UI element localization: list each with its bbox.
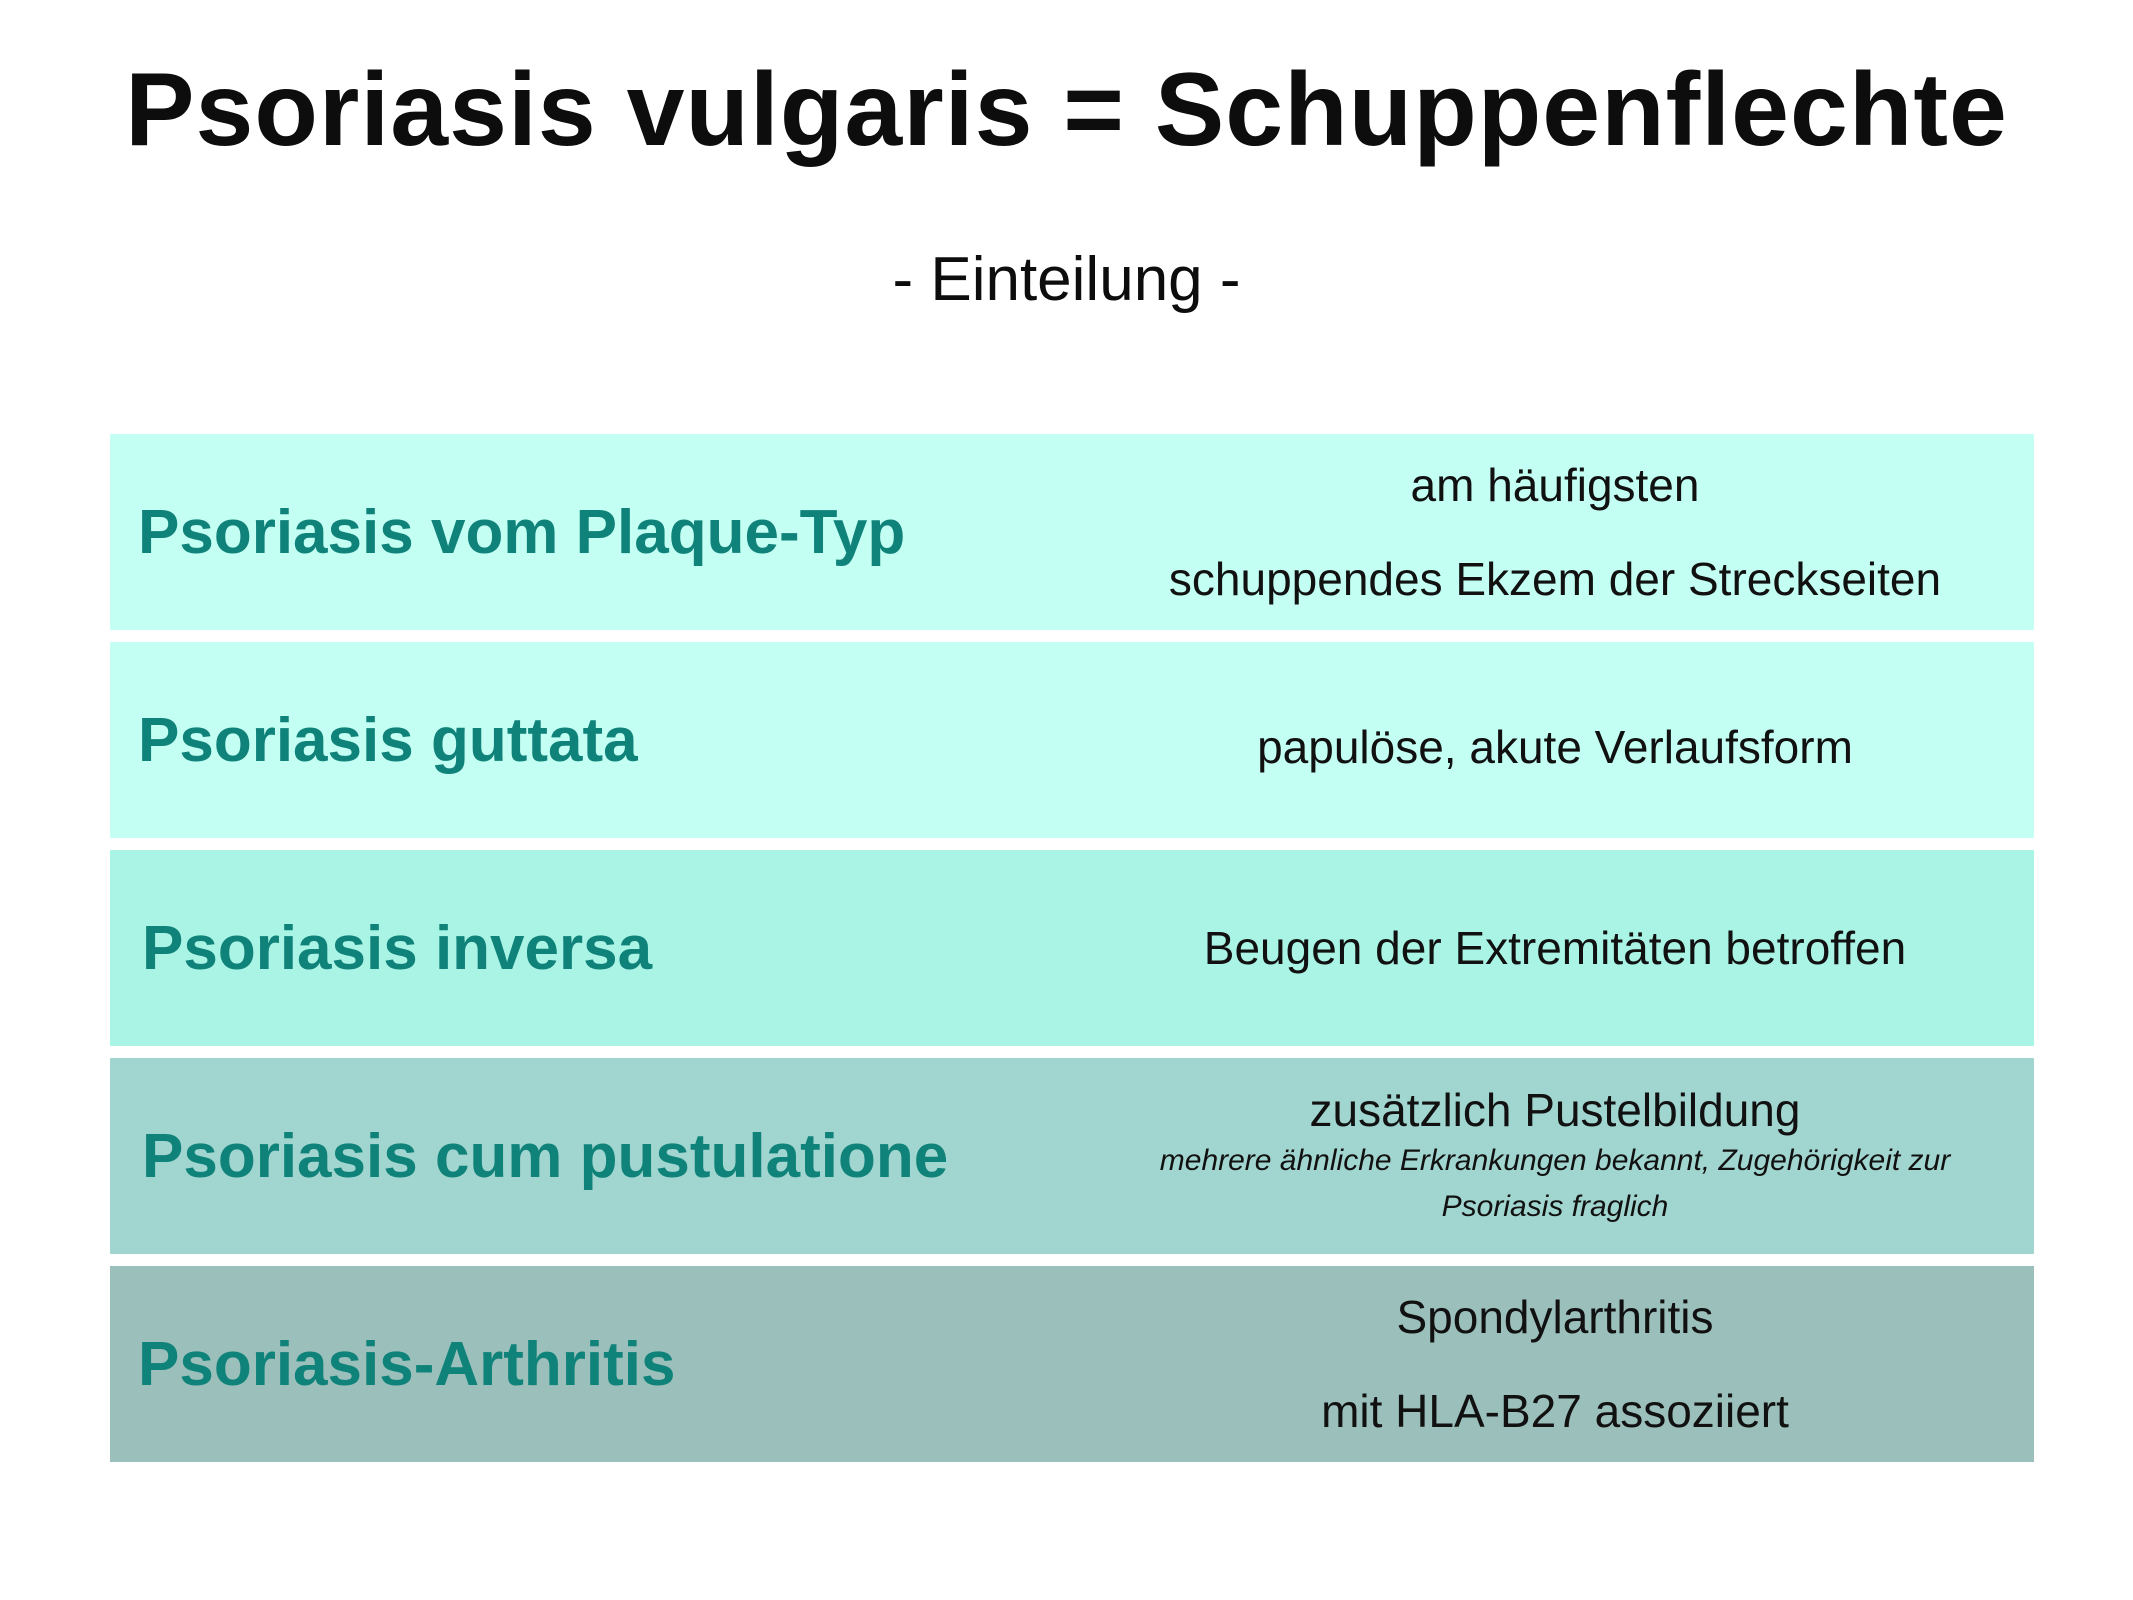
- table-row: [110, 1266, 2034, 1462]
- description-line: Spondylarthritis: [1396, 1291, 1714, 1343]
- row-description: [1100, 1266, 2010, 1462]
- row-label: Psoriasis guttata: [138, 705, 638, 775]
- description-line: zusätzlich Pustelbildung: [1309, 1084, 1801, 1136]
- slide-subtitle: - Einteilung -: [892, 245, 1241, 314]
- table-row: [110, 1058, 2034, 1254]
- row-label: Psoriasis vom Plaque-Typ: [138, 497, 906, 567]
- description-line: mit HLA-B27 assoziiert: [1321, 1385, 1789, 1437]
- row-label: Psoriasis cum pustulatione: [142, 1121, 949, 1191]
- description-note: mehrere ähnliche Erkrankungen bekannt, Zugehörigkeit zur Psoriasis fraglich: [1159, 1144, 1951, 1223]
- description-line: papulöse, akute Verlaufsform: [1257, 721, 1853, 773]
- classification-table: [110, 434, 2034, 1474]
- slide-title: Psoriasis vulgaris = Schuppenflechte: [125, 52, 2008, 168]
- description-line: Beugen der Extremitäten betroffen: [1203, 922, 1907, 974]
- row-description: [1100, 434, 2010, 630]
- row-description: [1100, 642, 2010, 838]
- row-description: [1100, 850, 2010, 1046]
- description-line: am häufigsten: [1410, 459, 1700, 511]
- table-row: [110, 642, 2034, 838]
- description-line: schuppendes Ekzem der Streckseiten: [1168, 553, 1942, 605]
- row-description: [1100, 1058, 2010, 1254]
- row-label: Psoriasis inversa: [142, 913, 653, 983]
- row-label: Psoriasis-Arthritis: [138, 1329, 676, 1399]
- table-row: [110, 850, 2034, 1046]
- table-row: [110, 434, 2034, 630]
